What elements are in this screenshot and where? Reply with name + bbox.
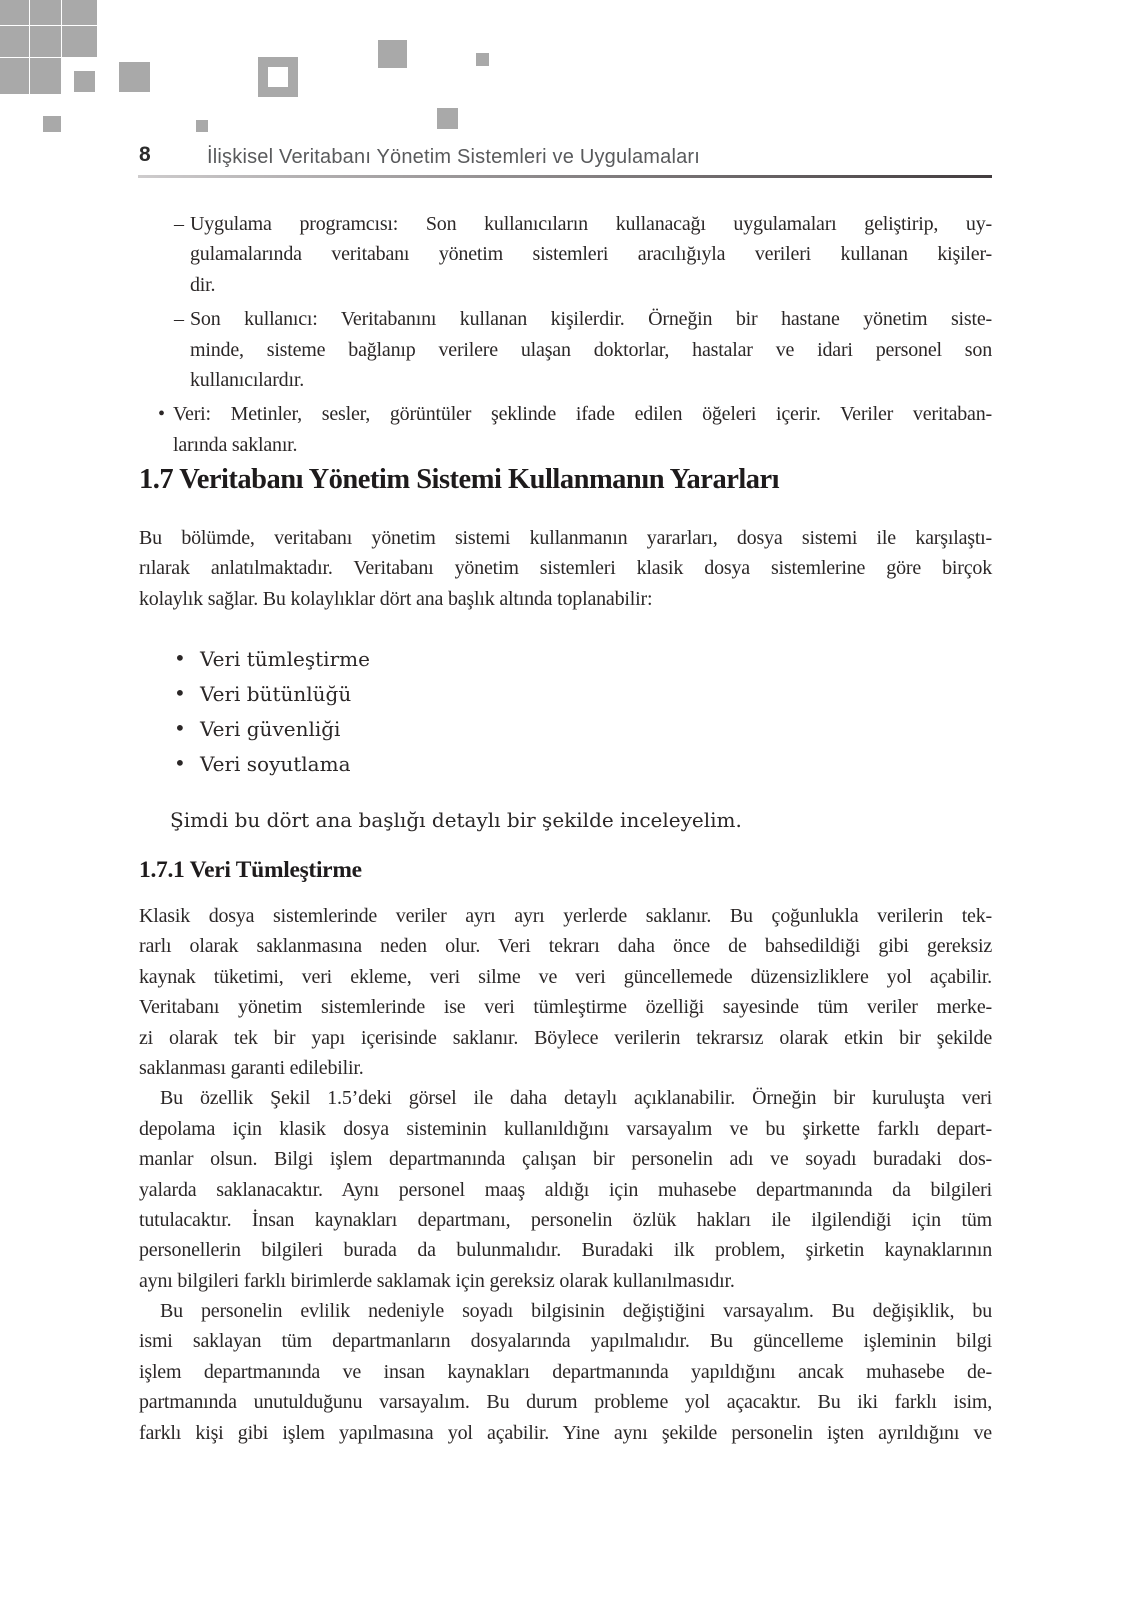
text-line: aynı bilgileri farklı birimlerde saklamak için gereksiz olarak kullanılmasıdır.	[139, 1269, 735, 1292]
text-line: işlem departmanında ve insan kaynakları departmanında yapıldığını ancak muhasebe de-	[139, 1360, 992, 1383]
text-line: gulamalarında veritabanı yönetim sistemleri aracılığıyla verileri kullanan kişiler-	[190, 243, 992, 266]
text-line: tutulacaktır. İnsan kaynakları departmanı, personelin özlük hakları ile ilgilendiği için tüm	[139, 1208, 992, 1231]
decor-square	[74, 71, 95, 92]
decor-square	[62, 0, 97, 25]
list-item	[139, 399, 992, 460]
bullet-marker: •	[158, 403, 166, 426]
bullet-marker: •	[174, 646, 186, 670]
body-paragraphs	[139, 901, 992, 1448]
text-line: larında saklanır.	[173, 433, 298, 456]
benefit-item	[139, 747, 992, 782]
text-line: Veri: Metinler, sesler, görüntüler şeklinde ifade edilen öğeleri içerir. Veriler veritaban-	[173, 403, 992, 426]
benefit-label: Veri bütünlüğü	[200, 682, 352, 706]
paragraph	[139, 1296, 992, 1448]
benefit-item	[139, 712, 992, 747]
text-line: Uygulama programcısı: Son kullanıcıların kullanacağı uygulamaları geliştirip, uy-	[190, 213, 992, 235]
text-line: personellerin bilgileri burada da bulunmalıdır. Buradaki ilk problem, şirketin kaynaklarının	[139, 1239, 992, 1262]
subsection-heading: 1.7.1 Veri Tümleştirme	[139, 857, 362, 883]
decor-square	[0, 0, 29, 25]
text-line: rarlı olarak saklanmasına neden olur. Veri tekrarı daha önce de bahsedildiği gibi gereksiz	[139, 935, 992, 958]
text-line: dir.	[190, 273, 216, 296]
decor-square	[476, 53, 489, 66]
list-item-text	[139, 209, 992, 300]
benefits-list	[139, 642, 992, 782]
running-header-title: İlişkisel Veritabanı Yönetim Sistemleri ve Uygulamaları	[207, 146, 701, 168]
decor-square	[30, 0, 61, 25]
benefit-item	[139, 677, 992, 712]
bullet-marker: •	[174, 751, 186, 775]
text-line: Klasik dosya sistemlerinde veriler ayrı ayrı yerlerde saklanır. Bu çoğunlukla verilerin tek-	[139, 905, 992, 927]
text-line: depolama için klasik dosya sisteminin kullanıldığını varsayalım ve bu şirkette farklı depart-	[139, 1117, 992, 1140]
decor-square	[378, 40, 407, 68]
section-intro-paragraph	[139, 523, 992, 614]
text-line: Bu özellik Şekil 1.5’deki görsel ile daha detaylı açıklanabilir. Örneğin bir kuruluşta veri	[160, 1087, 992, 1110]
list-item	[139, 209, 992, 300]
dash-marker: –	[174, 308, 184, 331]
dash-marker: –	[174, 213, 184, 235]
decor-square	[0, 58, 29, 94]
decor-square	[119, 62, 150, 92]
benefit-label: Veri tümleştirme	[200, 647, 370, 671]
text-line: manlar olsun. Bilgi işlem departmanında çalışan bir personelin adı ve soyadı buradaki dos-	[139, 1148, 992, 1171]
text-line: kaynak tüketimi, veri ekleme, veri silme ve veri güncellemede düzensizliklere yol açabilir.	[139, 965, 992, 988]
text-line: minde, sisteme bağlanıp verilere ulaşan doktorlar, hastalar ve idari personel son	[190, 338, 992, 361]
transition-line: Şimdi bu dört ana başlığı detaylı bir şekilde inceleyelim.	[170, 808, 742, 832]
decor-square	[30, 58, 61, 94]
bullet-marker: •	[174, 681, 186, 705]
text-line: Veritabanı yönetim sistemlerinde ise veri tümleştirme özelliği sayesinde tüm veriler merke-	[139, 996, 992, 1019]
text-line: partmanında unutulduğunu varsayalım. Bu durum probleme yol açacaktır. Bu iki farklı isim,	[139, 1391, 992, 1414]
text-line: Bu personelin evlilik nedeniyle soyadı bilgisinin değiştiğini varsayalım. Bu değişiklik, bu	[160, 1300, 992, 1323]
decor-square-hollow	[258, 57, 298, 97]
text-line: kullanıcılardır.	[190, 368, 304, 391]
benefit-label: Veri soyutlama	[200, 752, 351, 776]
text-line: saklanması garanti edilebilir.	[139, 1056, 364, 1079]
decor-square	[196, 120, 208, 132]
text-line: farklı kişi gibi işlem yapılmasına yol açabilir. Yine aynı şekilde personelin işten ayrıldığını ve	[139, 1421, 992, 1444]
paragraph	[139, 1083, 992, 1296]
section-heading: 1.7 Veritabanı Yönetim Sistemi Kullanmanın Yararları	[139, 464, 780, 495]
paragraph	[139, 901, 992, 1083]
text-line: Son kullanıcı: Veritabanını kullanan kişilerdir. Örneğin bir hastane yönetim siste-	[190, 308, 992, 331]
decor-square	[437, 108, 458, 129]
decor-square	[0, 26, 29, 57]
list-item-text	[139, 399, 992, 460]
text-line: kolaylık sağlar. Bu kolaylıklar dört ana başlık altında toplanabilir:	[139, 587, 653, 610]
definition-list	[139, 209, 992, 464]
text-line: Bu bölümde, veritabanı yönetim sistemi kullanmanın yararları, dosya sistemi ile karşılaştı-	[139, 527, 992, 549]
list-item	[139, 304, 992, 395]
decor-square	[43, 116, 61, 132]
benefit-item	[139, 642, 992, 677]
benefit-label: Veri güvenliği	[200, 717, 341, 741]
decor-square	[30, 26, 61, 57]
text-line: zi olarak tek bir yapı içerisinde saklanır. Böylece verilerin tekrarsız olarak etkin bir şekilde	[139, 1026, 992, 1049]
text-line: ismi saklayan tüm departmanların dosyalarında yapılmalıdır. Bu güncelleme işleminin bilgi	[139, 1330, 992, 1353]
header-rule	[138, 175, 992, 178]
list-item-text	[139, 304, 992, 395]
page-number: 8	[139, 143, 151, 166]
text-line: yalarda saklanacaktır. Aynı personel maaş aldığı için muhasebe departmanında da bilgileri	[139, 1178, 992, 1201]
bullet-marker: •	[174, 716, 186, 740]
text-line: rılarak anlatılmaktadır. Veritabanı yönetim sistemleri klasik dosya sistemlerine göre birçok	[139, 557, 992, 580]
decor-square	[62, 26, 97, 57]
